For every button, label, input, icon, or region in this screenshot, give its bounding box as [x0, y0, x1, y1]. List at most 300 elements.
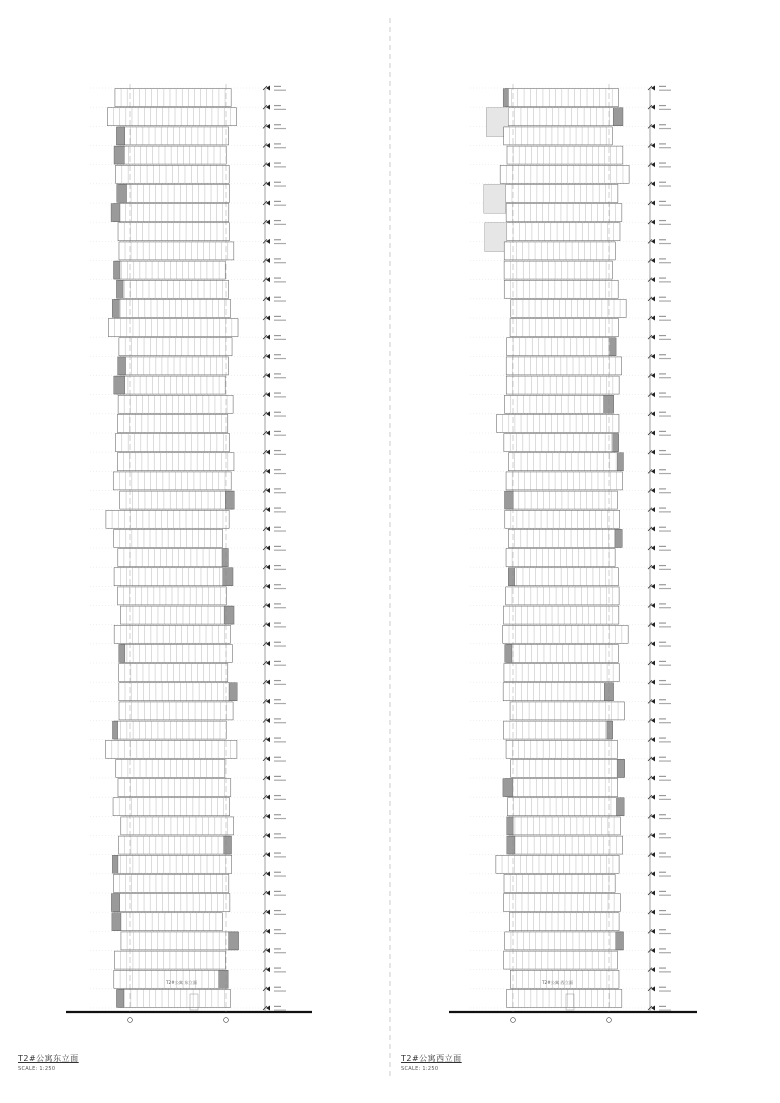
floor-slab — [119, 683, 237, 701]
floor-outline — [118, 395, 233, 413]
level-tag — [659, 454, 671, 455]
floor-slab — [503, 89, 618, 107]
level-tag — [274, 952, 286, 953]
floor-outline — [504, 261, 612, 279]
floor-outline — [117, 453, 234, 471]
level-tag — [274, 799, 286, 800]
level-tag — [659, 377, 671, 378]
level-tag — [659, 124, 666, 125]
level-tag — [659, 550, 671, 551]
level-tag — [659, 546, 666, 547]
floor-outline — [106, 740, 237, 758]
floor-outline — [507, 989, 622, 1007]
grid-axis-bubble — [128, 1018, 133, 1023]
level-tag — [274, 584, 281, 585]
level-tag — [659, 760, 671, 761]
level-tag — [274, 872, 281, 873]
floor-slab — [112, 721, 226, 739]
floor-slab — [508, 453, 623, 471]
balcony-block — [610, 338, 616, 356]
floor-outline — [500, 165, 629, 183]
floor-slab — [106, 740, 237, 758]
level-tag — [274, 205, 286, 206]
floor-outline — [507, 798, 623, 816]
floor-slab — [503, 625, 628, 643]
level-tag — [659, 412, 666, 413]
floor-outline — [504, 664, 619, 682]
balcony-block — [616, 932, 624, 950]
level-tag — [274, 776, 281, 777]
level-tag — [659, 699, 666, 700]
floor-slab — [114, 376, 225, 394]
level-tag — [274, 550, 286, 551]
level-tag — [659, 1010, 671, 1011]
level-tag — [659, 450, 666, 451]
balcony-block — [485, 223, 507, 252]
floor-outline — [503, 721, 611, 739]
floor-slab — [117, 414, 228, 432]
level-tag — [659, 703, 671, 704]
level-tag — [274, 546, 281, 547]
level-tag — [274, 967, 281, 968]
floor-slab — [496, 855, 619, 873]
level-tag — [659, 224, 671, 225]
level-tag — [659, 469, 666, 470]
floor-slab — [115, 165, 229, 183]
podium-sign: T2#公寓 西立面 — [542, 980, 573, 985]
level-tag — [659, 243, 671, 244]
floor-slab — [111, 894, 230, 912]
level-tag — [274, 90, 286, 91]
balcony-block — [617, 759, 625, 777]
level-tag — [274, 530, 286, 531]
floor-slab — [504, 261, 612, 279]
level-tag — [659, 431, 666, 432]
floor-slab — [504, 951, 618, 969]
level-tag — [659, 569, 671, 570]
level-tag — [274, 626, 286, 627]
floor-slab — [510, 319, 618, 337]
level-tag — [659, 128, 671, 129]
floor-slab — [113, 874, 228, 892]
floor-slab — [509, 913, 619, 931]
level-tag — [274, 435, 286, 436]
floor-outline — [113, 894, 230, 912]
west-elevation-title: T2#公寓西立面 — [401, 1054, 462, 1063]
floor-outline — [507, 146, 623, 164]
balcony-block — [507, 836, 515, 854]
level-tag — [274, 201, 281, 202]
balcony-block — [484, 184, 506, 213]
floor-slab — [504, 127, 613, 145]
level-tag — [659, 201, 666, 202]
level-tag — [274, 396, 286, 397]
floor-slab — [507, 817, 621, 835]
floor-outline — [504, 894, 621, 912]
level-tag — [274, 703, 286, 704]
balcony-block — [607, 721, 613, 739]
level-tag — [274, 185, 286, 186]
level-tag — [659, 492, 671, 493]
level-tag — [659, 929, 666, 930]
level-tag — [274, 492, 286, 493]
level-tag — [659, 891, 666, 892]
floor-outline — [510, 319, 618, 337]
floor-slab — [504, 664, 619, 682]
floor-outline — [107, 108, 236, 126]
floor-slab — [118, 357, 229, 375]
floor-outline — [119, 683, 236, 701]
floor-slab — [503, 683, 613, 701]
floor-slab — [503, 779, 618, 797]
balcony-block — [225, 491, 234, 509]
floor-slab — [116, 280, 228, 298]
level-tag — [274, 507, 281, 508]
level-tag — [274, 339, 286, 340]
floor-slab — [510, 702, 624, 720]
level-tag — [659, 258, 666, 259]
floor-slab — [116, 759, 225, 777]
floor-slab — [505, 644, 618, 662]
level-tag — [274, 895, 286, 896]
balcony-block — [229, 932, 239, 950]
floor-slab — [119, 702, 233, 720]
level-tag — [659, 105, 666, 106]
level-tag — [659, 277, 666, 278]
floor-outline — [108, 319, 238, 337]
floor-slab — [500, 165, 629, 183]
level-tag — [274, 971, 286, 972]
level-tag — [274, 469, 281, 470]
balcony-block — [616, 798, 624, 816]
level-tag — [659, 814, 666, 815]
level-tag — [274, 358, 286, 359]
floor-slab — [121, 932, 239, 950]
floor-slab — [505, 932, 624, 950]
floor-outline — [114, 568, 232, 586]
floor-slab — [106, 510, 229, 528]
level-tag — [659, 373, 666, 374]
level-tag — [274, 833, 281, 834]
level-tag — [274, 795, 281, 796]
level-tag — [659, 473, 671, 474]
level-tag — [659, 358, 671, 359]
level-tag — [274, 166, 286, 167]
level-tag — [274, 220, 281, 221]
level-tag — [274, 128, 286, 129]
level-tag — [659, 339, 671, 340]
level-tag — [659, 795, 666, 796]
floor-slab — [119, 242, 234, 260]
level-tag — [659, 737, 666, 738]
balcony-block — [112, 855, 118, 873]
balcony-block — [504, 491, 513, 509]
level-tag — [274, 661, 281, 662]
balcony-block — [229, 683, 237, 701]
level-tag — [659, 910, 666, 911]
floor-slab — [506, 549, 615, 567]
level-tag — [659, 799, 671, 800]
floor-slab — [511, 759, 625, 777]
floor-slab — [118, 223, 229, 241]
level-tag — [274, 224, 286, 225]
floor-slab — [113, 798, 230, 816]
level-tag — [274, 699, 281, 700]
grid-axis-bubble — [607, 1018, 612, 1023]
balcony-block — [505, 644, 512, 662]
level-tag — [659, 661, 666, 662]
balcony-block — [116, 280, 123, 298]
balcony-block — [114, 146, 124, 164]
level-tag — [274, 488, 281, 489]
level-tag — [659, 642, 666, 643]
floor-slab — [503, 606, 618, 624]
level-tag — [659, 147, 671, 148]
east-elevation-scale: SCALE: 1:250 — [18, 1066, 56, 1072]
floor-slab — [120, 606, 234, 624]
level-tag — [659, 205, 671, 206]
floor-outline — [113, 472, 231, 490]
podium-sign: T2#公寓 东立面 — [166, 980, 197, 985]
balcony-block — [118, 357, 126, 375]
balcony-block — [219, 970, 228, 988]
west-elevation — [449, 84, 697, 1022]
level-tag — [659, 335, 666, 336]
floor-slab — [506, 740, 617, 758]
level-tag — [659, 933, 671, 934]
floor-slab — [119, 338, 232, 356]
east-elevation — [66, 84, 312, 1022]
floor-slab — [503, 721, 612, 739]
floor-outline — [505, 510, 620, 528]
floor-slab — [114, 568, 233, 586]
level-tag — [659, 875, 671, 876]
floor-outline — [504, 395, 612, 413]
level-tag — [274, 297, 281, 298]
level-tag — [659, 297, 666, 298]
floor-slab — [508, 529, 622, 547]
level-tag — [274, 852, 281, 853]
level-tag — [274, 182, 281, 183]
balcony-block — [613, 434, 619, 452]
level-tag — [659, 220, 666, 221]
balcony-block — [111, 204, 120, 222]
grid-axis-bubble — [224, 1018, 229, 1023]
level-tag — [659, 143, 666, 144]
floor-outline — [113, 798, 230, 816]
level-tag — [659, 987, 666, 988]
floor-slab — [116, 127, 228, 145]
level-tag — [659, 435, 671, 436]
level-tag — [274, 910, 281, 911]
level-tag — [659, 833, 666, 834]
floor-slab — [113, 472, 231, 490]
level-tag — [274, 316, 281, 317]
balcony-block — [615, 529, 622, 547]
level-tag — [659, 757, 666, 758]
floor-slab — [118, 836, 231, 854]
floor-slab — [111, 204, 229, 222]
level-tag — [274, 1006, 281, 1007]
level-tag — [659, 316, 666, 317]
floor-slab — [507, 146, 623, 164]
balcony-block — [116, 127, 124, 145]
level-tag — [659, 948, 666, 949]
balcony-block — [112, 299, 119, 317]
balcony-block — [503, 779, 513, 797]
floor-slab — [113, 261, 225, 279]
level-tag — [274, 990, 286, 991]
balcony-block — [112, 913, 121, 931]
floor-slab — [508, 568, 618, 586]
level-tag — [659, 530, 671, 531]
level-tag — [274, 415, 286, 416]
floor-slab — [506, 357, 621, 375]
floor-slab — [497, 414, 619, 432]
level-tag — [659, 626, 671, 627]
level-tag — [659, 776, 666, 777]
floor-outline — [510, 568, 618, 586]
floor-slab — [506, 376, 619, 394]
floor-slab — [118, 779, 231, 797]
level-tag — [274, 718, 281, 719]
floor-slab — [114, 625, 230, 643]
balcony-block — [224, 606, 234, 624]
balcony-block — [503, 89, 508, 107]
level-tag — [274, 684, 286, 685]
level-tag — [274, 373, 281, 374]
level-tag — [274, 1010, 286, 1011]
level-tag — [274, 914, 286, 915]
floor-slab — [504, 434, 619, 452]
level-tag — [274, 473, 286, 474]
level-tag — [274, 354, 281, 355]
floor-slab — [506, 472, 622, 490]
level-tag — [274, 262, 286, 263]
floor-slab — [504, 395, 613, 413]
level-dimension-chain — [263, 86, 286, 1013]
level-tag — [274, 737, 281, 738]
level-tag — [274, 569, 286, 570]
level-tag — [274, 86, 281, 87]
level-tag — [659, 320, 671, 321]
balcony-block — [112, 721, 117, 739]
level-tag — [659, 507, 666, 508]
balcony-block — [113, 261, 120, 279]
floor-outline — [506, 472, 622, 490]
floor-slab — [506, 587, 619, 605]
level-tag — [274, 837, 286, 838]
level-tag — [659, 722, 671, 723]
floor-slab — [121, 817, 234, 835]
level-tag — [659, 565, 666, 566]
floor-slab — [115, 89, 231, 107]
level-tag — [274, 565, 281, 566]
level-tag — [659, 665, 671, 666]
floor-outline — [119, 242, 234, 260]
floor-outline — [506, 204, 622, 222]
floor-slab — [116, 989, 230, 1007]
level-tag — [274, 665, 286, 666]
level-tag — [274, 335, 281, 336]
level-tag — [274, 454, 286, 455]
level-tag — [274, 277, 281, 278]
level-tag — [659, 684, 671, 685]
level-tag — [659, 527, 666, 528]
level-tag — [274, 588, 286, 589]
level-tag — [274, 875, 286, 876]
level-tag — [659, 607, 671, 608]
floor-slab — [119, 644, 233, 662]
level-tag — [274, 300, 286, 301]
level-tag — [659, 415, 671, 416]
balcony-block — [224, 836, 232, 854]
floor-outline — [507, 338, 615, 356]
floor-slab — [504, 242, 615, 260]
level-tag — [659, 281, 671, 282]
balcony-block — [507, 817, 513, 835]
grid-axis-bubble — [511, 1018, 516, 1023]
floor-outline — [505, 932, 623, 950]
level-tag — [659, 354, 666, 355]
level-tag — [274, 987, 281, 988]
level-tag — [659, 872, 666, 873]
level-tag — [274, 143, 281, 144]
level-tag — [274, 105, 281, 106]
level-tag — [274, 891, 281, 892]
floor-slab — [115, 434, 229, 452]
level-tag — [274, 450, 281, 451]
east-elevation-title: T2#公寓东立面 — [18, 1054, 79, 1063]
level-tag — [659, 1006, 666, 1007]
balcony-block — [617, 453, 623, 471]
floor-slab — [507, 989, 622, 1007]
level-tag — [659, 396, 671, 397]
floor-slab — [507, 798, 624, 816]
floor-slab — [117, 453, 234, 471]
floor-slab — [118, 549, 229, 567]
level-tag — [274, 856, 286, 857]
floor-outline — [113, 874, 228, 892]
level-tag — [659, 182, 666, 183]
level-tag — [659, 856, 671, 857]
level-tag — [659, 818, 671, 819]
level-dimension-chain — [648, 86, 671, 1013]
level-tag — [274, 377, 286, 378]
level-tag — [274, 258, 281, 259]
level-tag — [274, 511, 286, 512]
floor-slab — [504, 280, 618, 298]
level-tag — [659, 584, 666, 585]
floor-slab — [114, 146, 226, 164]
level-tag — [659, 741, 671, 742]
floor-slab — [117, 184, 230, 202]
level-tag — [659, 914, 671, 915]
level-tag — [659, 895, 671, 896]
level-tag — [659, 680, 666, 681]
level-tag — [659, 166, 671, 167]
floor-outline — [113, 204, 229, 222]
level-tag — [274, 741, 286, 742]
level-tag — [274, 392, 281, 393]
level-tag — [274, 243, 286, 244]
balcony-block — [508, 568, 514, 586]
floor-outline — [115, 89, 231, 107]
balcony-block — [604, 395, 614, 413]
floor-slab — [507, 338, 616, 356]
level-tag — [659, 109, 671, 110]
level-tag — [659, 185, 671, 186]
